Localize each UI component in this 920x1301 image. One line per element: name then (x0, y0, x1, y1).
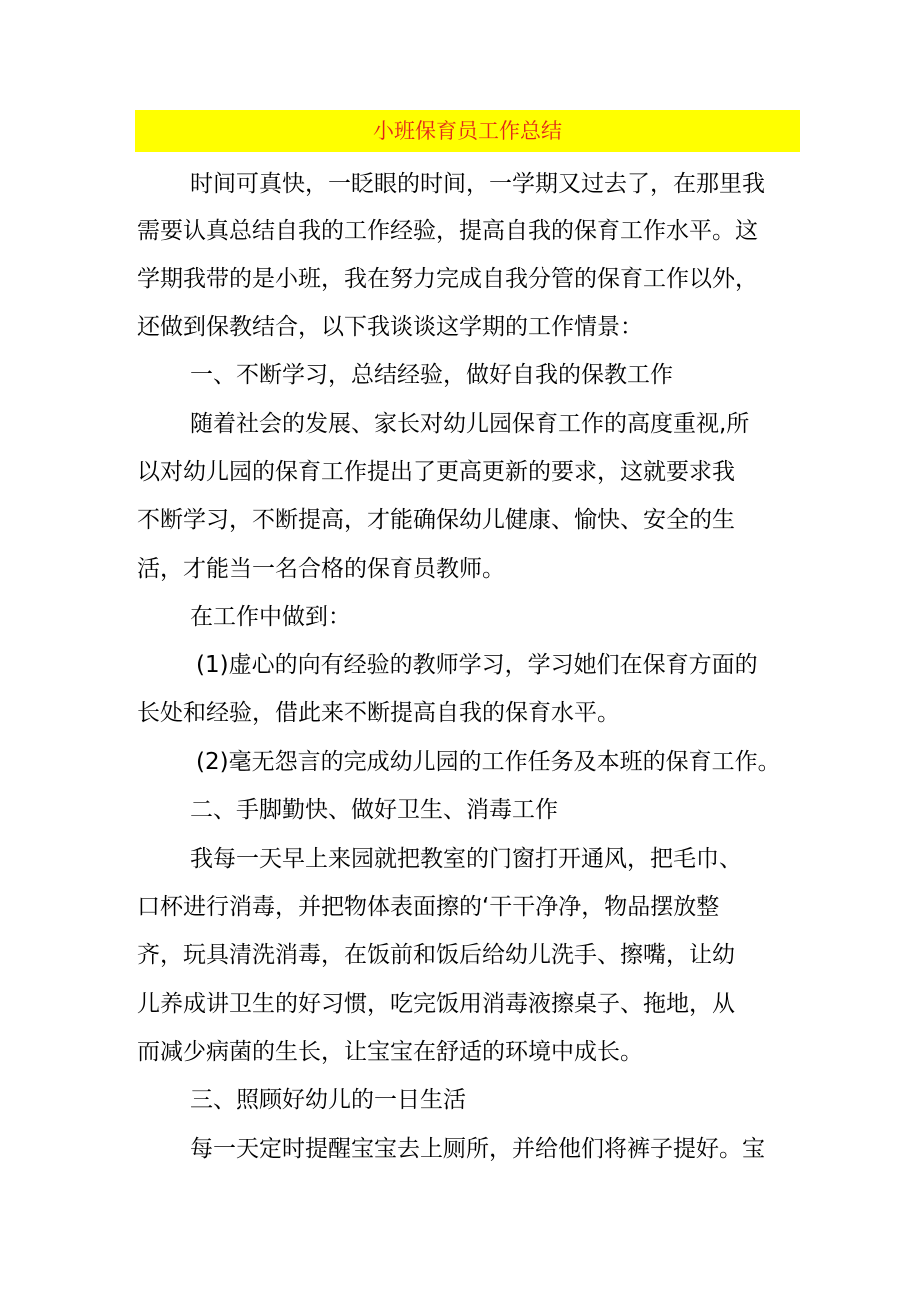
paragraph-line: 时间可真快，一眨眼的时间，一学期又过去了，在那里我 (190, 171, 765, 197)
list-item: (1)虚心的向有经验的教师学习，学习她们在保育方面的 (196, 652, 758, 678)
paragraph-line: 儿养成讲卫生的好习惯，吃完饭用消毒液擦桌子、拖地，从 (137, 991, 735, 1017)
section-heading: 一、不断学习，总结经验，做好自我的保教工作 (190, 362, 673, 388)
paragraph-line: 活，才能当一名合格的保育员教师。 (137, 556, 505, 582)
paragraph-line: 随着社会的发展、家长对幼儿园保育工作的高度重视,所 (190, 411, 750, 437)
title-highlight-band (135, 110, 800, 152)
document-title: 小班保育员工作总结 (373, 119, 562, 143)
paragraph-line: 在工作中做到： (190, 604, 351, 630)
paragraph-line: 而减少病菌的生长，让宝宝在舒适的环境中成长。 (137, 1039, 643, 1065)
paragraph-line: 需要认真总结自我的工作经验，提高自我的保育工作水平。这 (137, 218, 758, 244)
paragraph-line: 以对幼儿园的保育工作提出了更高更新的要求，这就要求我 (137, 459, 735, 485)
paragraph-line: 学期我带的是小班，我在努力完成自我分管的保育工作以外， (137, 266, 758, 292)
section-heading: 二、手脚勤快、做好卫生、消毒工作 (190, 797, 558, 823)
paragraph-line: 齐，玩具清洗消毒，在饭前和饭后给幼儿洗手、擦嘴，让幼 (137, 942, 735, 968)
list-item: (2)毫无怨言的完成幼儿园的工作任务及本班的保育工作。 (196, 749, 781, 775)
paragraph-line: 还做到保教结合，以下我谈谈这学期的工作情景： (137, 314, 643, 340)
paragraph-line: 不断学习，不断提高，才能确保幼儿健康、愉快、安全的生 (137, 507, 735, 533)
paragraph-line: 长处和经验，借此来不断提高自我的保育水平。 (137, 700, 620, 726)
paragraph-line: 每一天定时提醒宝宝去上厕所，并给他们将裤子提好。宝 (190, 1136, 765, 1162)
section-heading: 三、照顾好幼儿的一日生活 (190, 1087, 466, 1113)
paragraph-line: 我每一天早上来园就把教室的门窗打开通风，把毛巾、 (190, 846, 742, 872)
paragraph-line: 口杯进行消毒，并把物体表面擦的‘干干净净，物品摆放整 (137, 894, 720, 920)
